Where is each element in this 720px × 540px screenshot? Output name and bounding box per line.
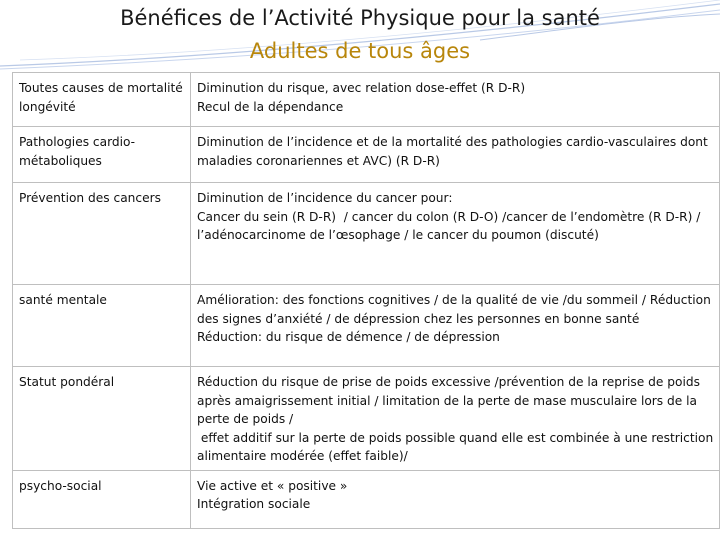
table-row [13, 285, 720, 367]
table-row [13, 73, 720, 127]
row-label-cell [13, 127, 191, 183]
content-line: Réduction du risque de prise de poids excessive /prévention de la reprise de poids après amaigrissement initial / limitation de la perte de mase musculaire lors de la perte de poids / [197, 375, 704, 426]
content-line: Amélioration: des fonctions cognitives / de la qualité de vie /du sommeil / Réduction des signes d’anxiété / de dépression chez les personnes en bonne santé [197, 293, 715, 326]
row-content-cell [191, 183, 720, 285]
row-label-cell [13, 183, 191, 285]
row-label-cell [13, 367, 191, 471]
content-line: Vie active et « positive » [197, 478, 348, 493]
row-label-cell [13, 73, 191, 127]
row-content-cell [191, 73, 720, 127]
content-line: Cancer du sein (R D-R) / cancer du colon (R D-O) /cancer de l’endomètre (R D-R) / l’adénocarcinome de l’œsophage / le cancer du poumon (discuté) [197, 209, 705, 242]
content-line: Diminution du risque, avec relation dose-effet (R D-R) [197, 81, 526, 95]
title-area [0, 0, 720, 72]
page-subtitle: Adultes de tous âges [249, 39, 471, 63]
content-line: effet additif sur la perte de poids possible quand elle est combinée à une restriction alimentaire modérée (effet faible)/ [197, 430, 718, 463]
row-label: Statut pondéral [19, 375, 115, 389]
content-line: Diminution de l’incidence du cancer pour: [197, 191, 453, 205]
row-label-cell [13, 285, 191, 367]
table-row [13, 127, 720, 183]
row-label: Pathologies cardio-métaboliques [19, 135, 136, 168]
row-label: Prévention des cancers [19, 191, 161, 205]
table-row [13, 470, 720, 528]
page-title: Bénéfices de l’Activité Physique pour la santé [120, 6, 600, 30]
row-content-cell [191, 470, 720, 528]
row-label-cell [13, 470, 191, 528]
content-line: Diminution de l’incidence et de la mortalité des pathologies cardio-vasculaires dont maladies coronariennes et AVC) (R D-R) [197, 135, 712, 168]
benefits-table [12, 72, 720, 529]
row-label: psycho-social [19, 478, 102, 493]
row-label: santé mentale [19, 293, 107, 307]
table-row [13, 367, 720, 471]
row-label: Toutes causes de mortalité longévité [19, 81, 183, 114]
content-line: Recul de la dépendance [197, 99, 344, 114]
row-content-cell [191, 367, 720, 471]
row-content-cell [191, 285, 720, 367]
content-line: Réduction: du risque de démence / de dépression [197, 330, 500, 344]
content-line: Intégration sociale [197, 497, 311, 511]
table-row [13, 183, 720, 285]
row-content-cell [191, 127, 720, 183]
